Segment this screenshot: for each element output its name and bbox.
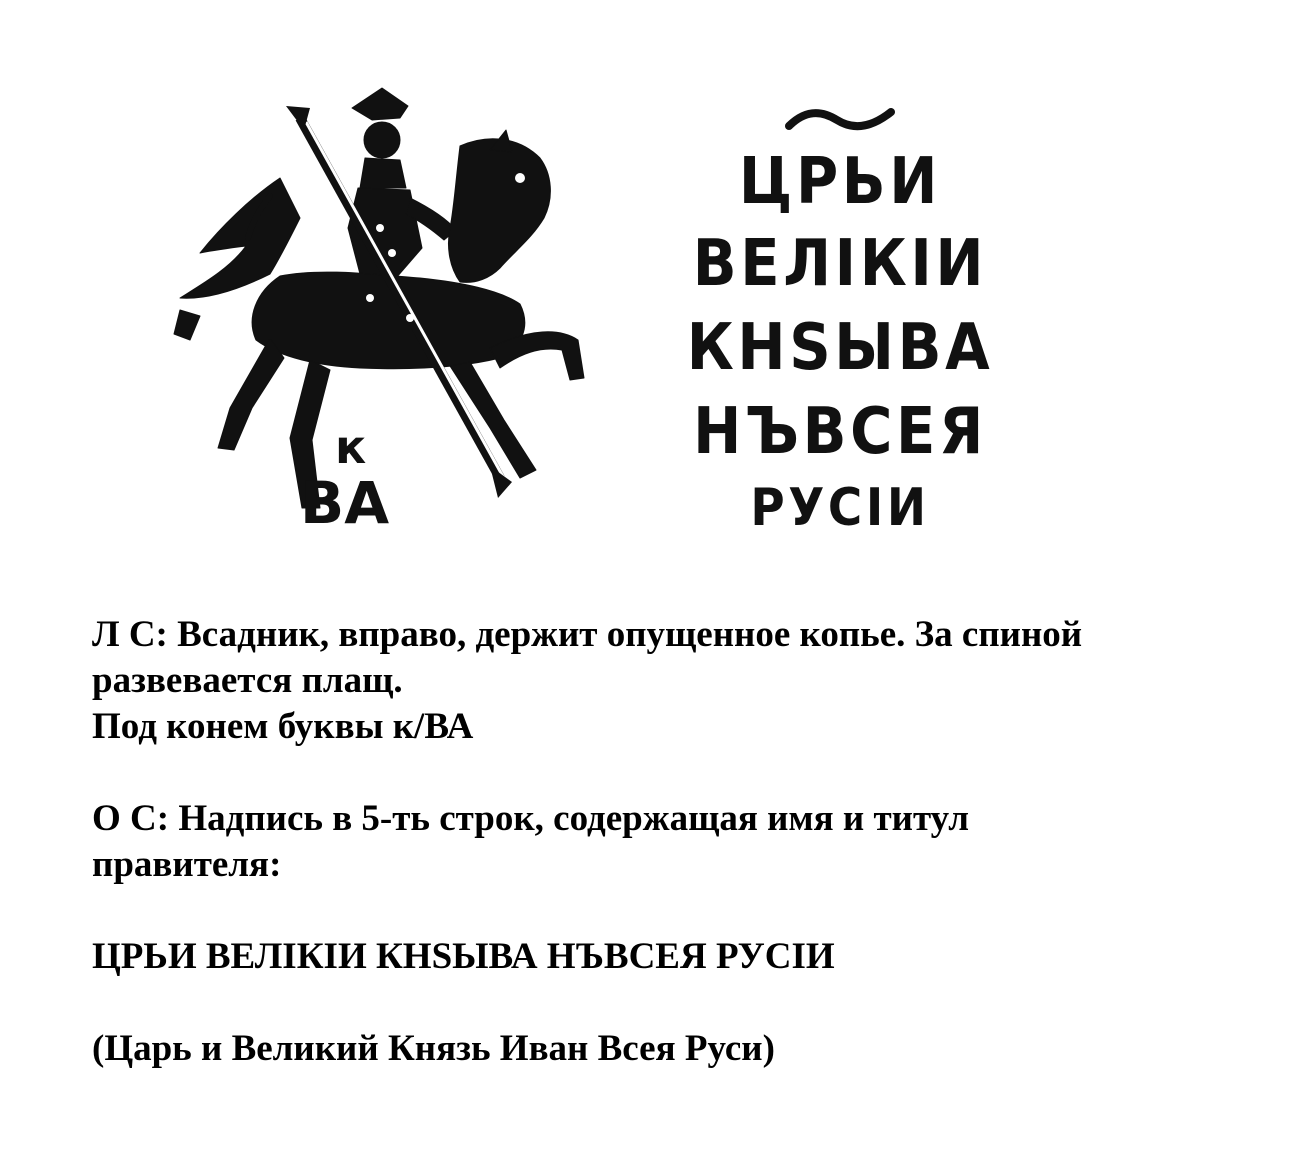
obverse-description-line-3: Под конем буквы к/ВА bbox=[92, 706, 474, 747]
legend-line-1: ЦРЬИ bbox=[738, 145, 942, 219]
obverse-letter-k: к bbox=[335, 420, 367, 474]
obverse-description-line-1: Л С: Всадник, вправо, держит опущенное копье. За спиной bbox=[92, 614, 1083, 655]
obverse-description-line-2: развевается плащ. bbox=[92, 660, 403, 701]
reverse-description-line-1: О С: Надпись в 5-ть строк, содержащая имя и титул bbox=[92, 798, 969, 839]
titlo-mark bbox=[785, 104, 895, 134]
legend-line-2: ВЕЛІКІИ bbox=[692, 227, 988, 301]
horseman-with-spear-icon bbox=[160, 78, 600, 533]
reverse-description-line-2: правителя: bbox=[92, 844, 282, 885]
translation-text: (Царь и Великий Князь Иван Всея Руси) bbox=[92, 1028, 775, 1069]
obverse-letters-va: ВА bbox=[300, 469, 390, 533]
coin-description bbox=[92, 612, 1242, 1072]
legend-line-5: РУСІИ bbox=[750, 478, 930, 538]
coin-reverse-legend bbox=[620, 90, 1060, 538]
legend-line-3: КНЅЫВА bbox=[686, 311, 994, 385]
legend-line-4: НЪВСЕЯ bbox=[693, 395, 987, 469]
inscription-text: ЦРЬИ ВЕЛІКІИ КНЅЫВА НЪВСЕЯ РУСІИ bbox=[92, 936, 835, 977]
